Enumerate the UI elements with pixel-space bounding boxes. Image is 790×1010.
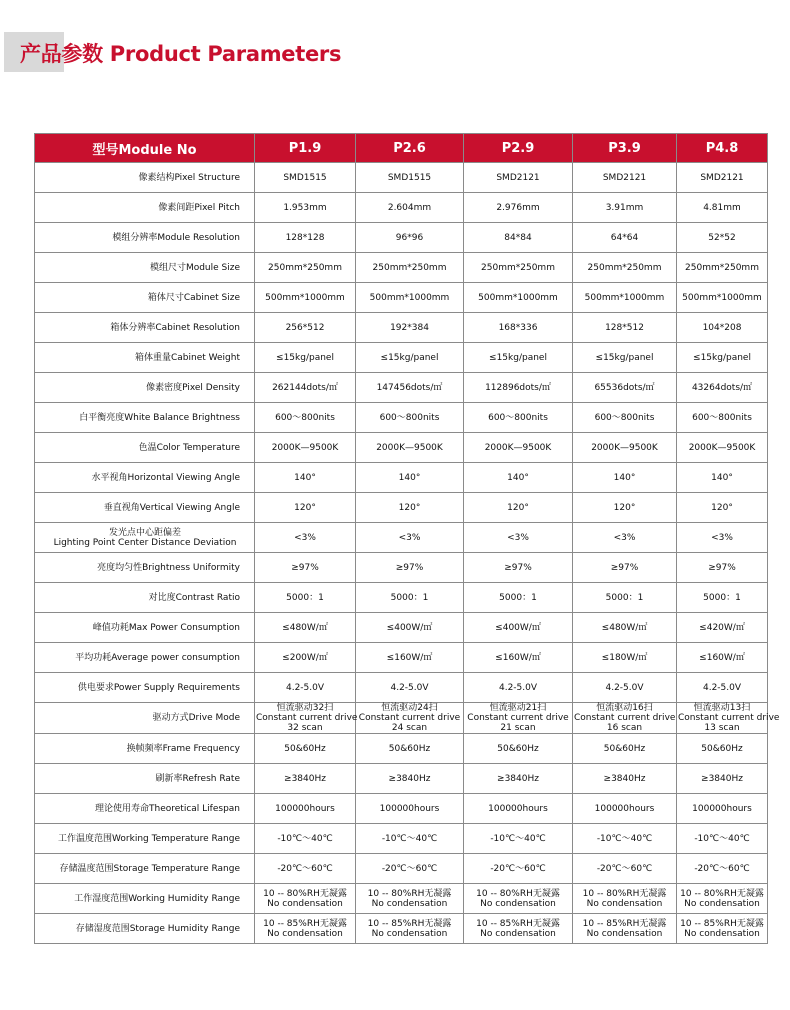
- cell-value: 262144dots/㎡: [255, 373, 356, 403]
- header-model: P2.6: [356, 134, 464, 163]
- row-label: 色温Color Temperature: [35, 433, 255, 463]
- cell-value: 128*128: [255, 223, 356, 253]
- cell-value: 96*96: [356, 223, 464, 253]
- row-label: 像素结构Pixel Structure: [35, 163, 255, 193]
- cell-value: 140°: [255, 463, 356, 493]
- cell-value-line: 10 -- 80%RH无凝露: [680, 888, 764, 899]
- cell-value: 2000K—9500K: [464, 433, 573, 463]
- cell-value-line: 10 -- 80%RH无凝露: [582, 888, 667, 899]
- table-row: [35, 463, 768, 493]
- row-label: 箱体尺寸Cabinet Size: [35, 283, 255, 313]
- row-label: 箱体分辨率Cabinet Resolution: [35, 313, 255, 343]
- row-label: 存储湿度范围Storage Humidity Range: [35, 914, 255, 944]
- row-label: 垂直视角Vertical Viewing Angle: [35, 493, 255, 523]
- cell-value: -20℃～60℃: [255, 854, 356, 884]
- cell-value: 120°: [464, 493, 573, 523]
- cell-value: 100000hours: [356, 794, 464, 824]
- cell-value: 5000：1: [255, 583, 356, 613]
- table-row: [35, 734, 768, 764]
- cell-value: 600～800nits: [677, 403, 768, 433]
- cell-value: ≤15kg/panel: [255, 343, 356, 373]
- cell-value-line: No condensation: [267, 898, 343, 909]
- cell-value: -10℃～40℃: [677, 824, 768, 854]
- row-label-line: Lighting Point Center Distance Deviation: [53, 537, 237, 548]
- table-row: [35, 884, 768, 914]
- row-label: 工作温度范围Working Temperature Range: [35, 824, 255, 854]
- cell-value: SMD2121: [677, 163, 768, 193]
- row-label: [35, 523, 255, 553]
- cell-value: 50&60Hz: [356, 734, 464, 764]
- cell-value: 500mm*1000mm: [356, 283, 464, 313]
- cell-value: ≥97%: [677, 553, 768, 583]
- header-model: P1.9: [255, 134, 356, 163]
- row-label: 亮度均匀性Brightness Uniformity: [35, 553, 255, 583]
- cell-value-line: Constant current drive: [467, 713, 569, 723]
- table-row: [35, 403, 768, 433]
- header-model: P4.8: [677, 134, 768, 163]
- cell-value: ≥3840Hz: [573, 764, 677, 794]
- header-model: P3.9: [573, 134, 677, 163]
- cell-value: ≤400W/㎡: [356, 613, 464, 643]
- row-label: 对比度Contrast Ratio: [35, 583, 255, 613]
- cell-value: [464, 884, 573, 914]
- cell-value: 250mm*250mm: [573, 253, 677, 283]
- cell-value: 50&60Hz: [573, 734, 677, 764]
- cell-value: [255, 703, 356, 734]
- table-row: [35, 313, 768, 343]
- cell-value: ≥3840Hz: [356, 764, 464, 794]
- cell-value: ≥3840Hz: [677, 764, 768, 794]
- table-row: [35, 373, 768, 403]
- cell-value: 100000hours: [677, 794, 768, 824]
- cell-value: SMD2121: [573, 163, 677, 193]
- cell-value-line: No condensation: [480, 928, 556, 939]
- cell-value: [677, 703, 780, 734]
- header-label: 型号Module No: [35, 134, 255, 163]
- cell-value: 100000hours: [573, 794, 677, 824]
- cell-value: 5000：1: [356, 583, 464, 613]
- cell-value: <3%: [356, 523, 464, 553]
- cell-value-line: 13 scan: [704, 723, 740, 733]
- cell-value: 140°: [677, 463, 768, 493]
- row-label: 换帧频率Frame Frequency: [35, 734, 255, 764]
- cell-value-line: 10 -- 80%RH无凝露: [367, 888, 452, 899]
- cell-value: 5000：1: [464, 583, 573, 613]
- cell-value: 3.91mm: [573, 193, 677, 223]
- cell-value: 120°: [573, 493, 677, 523]
- cell-value-line: 10 -- 80%RH无凝露: [476, 888, 560, 899]
- row-label: 白平衡亮度White Balance Brightness: [35, 403, 255, 433]
- cell-value: 600～800nits: [464, 403, 573, 433]
- cell-value-line: Constant current drive: [574, 713, 676, 723]
- cell-value-line: 恒流驱动16扫: [596, 703, 653, 713]
- row-label: 像素密度Pixel Density: [35, 373, 255, 403]
- cell-value-line: No condensation: [480, 898, 556, 909]
- cell-value: 500mm*1000mm: [464, 283, 573, 313]
- cell-value-line: 21 scan: [500, 723, 536, 733]
- cell-value: 500mm*1000mm: [255, 283, 356, 313]
- cell-value: [255, 884, 356, 914]
- cell-value: [573, 703, 677, 734]
- cell-value: 4.2-5.0V: [464, 673, 573, 703]
- cell-value: 4.2-5.0V: [356, 673, 464, 703]
- row-label: 工作湿度范围Working Humidity Range: [35, 884, 255, 914]
- cell-value: [255, 914, 356, 944]
- cell-value: 50&60Hz: [677, 734, 768, 764]
- cell-value-line: 10 -- 80%RH无凝露: [263, 888, 347, 899]
- cell-value: 5000：1: [677, 583, 768, 613]
- cell-value: 43264dots/㎡: [677, 373, 768, 403]
- table-row: [35, 283, 768, 313]
- cell-value: SMD1515: [255, 163, 356, 193]
- cell-value-line: No condensation: [684, 898, 760, 909]
- cell-value: 100000hours: [464, 794, 573, 824]
- cell-value-line: Constant current drive: [256, 713, 358, 723]
- cell-value: ≤160W/㎡: [464, 643, 573, 673]
- cell-value: <3%: [677, 523, 768, 553]
- page-title: 产品参数 Product Parameters: [20, 42, 342, 66]
- cell-value: <3%: [255, 523, 356, 553]
- table-row: [35, 493, 768, 523]
- cell-value-line: 32 scan: [287, 723, 323, 733]
- table-row: [35, 343, 768, 373]
- table-row: [35, 824, 768, 854]
- cell-value: 104*208: [677, 313, 768, 343]
- table-row: [35, 193, 768, 223]
- cell-value: [573, 914, 677, 944]
- cell-value: -10℃～40℃: [464, 824, 573, 854]
- cell-value: 140°: [464, 463, 573, 493]
- cell-value-line: 10 -- 85%RH无凝露: [582, 918, 667, 929]
- cell-value: ≤400W/㎡: [464, 613, 573, 643]
- cell-value: 4.2-5.0V: [255, 673, 356, 703]
- table-row: [35, 253, 768, 283]
- cell-value: 64*64: [573, 223, 677, 253]
- cell-value: 52*52: [677, 223, 768, 253]
- cell-value: <3%: [573, 523, 677, 553]
- table-row: [35, 794, 768, 824]
- cell-value: ≥97%: [464, 553, 573, 583]
- table-row: [35, 553, 768, 583]
- row-label: 刷新率Refresh Rate: [35, 764, 255, 794]
- cell-value: <3%: [464, 523, 573, 553]
- cell-value: 120°: [677, 493, 768, 523]
- table-row: [35, 673, 768, 703]
- cell-value-line: No condensation: [684, 928, 760, 939]
- cell-value: 4.2-5.0V: [677, 673, 768, 703]
- table-header-row: [35, 134, 768, 163]
- cell-value-line: No condensation: [586, 898, 663, 909]
- cell-value: ≤180W/㎡: [573, 643, 677, 673]
- cell-value: 2000K—9500K: [573, 433, 677, 463]
- row-label: 峰值功耗Max Power Consumption: [35, 613, 255, 643]
- cell-value-line: Constant current drive: [358, 713, 461, 723]
- row-label: 存储温度范围Storage Temperature Range: [35, 854, 255, 884]
- row-label: 模组尺寸Module Size: [35, 253, 255, 283]
- cell-value: ≥3840Hz: [255, 764, 356, 794]
- cell-value-line: 24 scan: [391, 723, 428, 733]
- cell-value: 2000K—9500K: [255, 433, 356, 463]
- cell-value-line: No condensation: [267, 928, 343, 939]
- row-label: 理论使用寿命Theoretical Lifespan: [35, 794, 255, 824]
- cell-value: [677, 884, 768, 914]
- cell-value: 84*84: [464, 223, 573, 253]
- table-row: [35, 613, 768, 643]
- cell-value: -10℃～40℃: [255, 824, 356, 854]
- table-row: [35, 914, 768, 944]
- table-row: [35, 523, 768, 553]
- cell-value: 2.604mm: [356, 193, 464, 223]
- cell-value: 128*512: [573, 313, 677, 343]
- cell-value: ≤15kg/panel: [677, 343, 768, 373]
- cell-value: ≤480W/㎡: [573, 613, 677, 643]
- cell-value: 192*384: [356, 313, 464, 343]
- cell-value: -20℃～60℃: [464, 854, 573, 884]
- cell-value: ≤15kg/panel: [573, 343, 677, 373]
- cell-value: 65536dots/㎡: [573, 373, 677, 403]
- cell-value: 600～800nits: [356, 403, 464, 433]
- cell-value-line: No condensation: [371, 928, 448, 939]
- cell-value: [356, 884, 464, 914]
- cell-value: SMD1515: [356, 163, 464, 193]
- cell-value-line: No condensation: [586, 928, 663, 939]
- table-row: [35, 643, 768, 673]
- cell-value: ≤15kg/panel: [464, 343, 573, 373]
- row-label: 箱体重量Cabinet Weight: [35, 343, 255, 373]
- cell-value: SMD2121: [464, 163, 573, 193]
- row-label: 供电要求Power Supply Requirements: [35, 673, 255, 703]
- cell-value: 168*336: [464, 313, 573, 343]
- cell-value: -10℃～40℃: [356, 824, 464, 854]
- cell-value-line: 10 -- 85%RH无凝露: [367, 918, 452, 929]
- cell-value: ≤160W/㎡: [677, 643, 768, 673]
- row-label-line: 发光点中心距偏差: [108, 527, 181, 538]
- cell-value-line: 恒流驱动32扫: [276, 703, 334, 713]
- cell-value: 140°: [356, 463, 464, 493]
- cell-value: 2000K—9500K: [677, 433, 768, 463]
- cell-value: 50&60Hz: [464, 734, 573, 764]
- cell-value-line: 10 -- 85%RH无凝露: [680, 918, 764, 929]
- cell-value: 120°: [356, 493, 464, 523]
- table-row: [35, 223, 768, 253]
- row-label: 驱动方式Drive Mode: [35, 703, 255, 734]
- cell-value: 250mm*250mm: [255, 253, 356, 283]
- cell-value: -20℃～60℃: [356, 854, 464, 884]
- cell-value: 600～800nits: [573, 403, 677, 433]
- cell-value: 600～800nits: [255, 403, 356, 433]
- cell-value: ≤200W/㎡: [255, 643, 356, 673]
- cell-value: 5000：1: [573, 583, 677, 613]
- cell-value-line: 16 scan: [606, 723, 643, 733]
- cell-value: 112896dots/㎡: [464, 373, 573, 403]
- cell-value: [464, 703, 573, 734]
- table-row: [35, 163, 768, 193]
- cell-value: [356, 914, 464, 944]
- table-row: [35, 764, 768, 794]
- cell-value-line: 恒流驱动13扫: [693, 703, 751, 713]
- cell-value: [573, 884, 677, 914]
- cell-value: ≤15kg/panel: [356, 343, 464, 373]
- cell-value: 140°: [573, 463, 677, 493]
- cell-value-line: 10 -- 85%RH无凝露: [476, 918, 560, 929]
- cell-value: 250mm*250mm: [464, 253, 573, 283]
- cell-value: ≥97%: [573, 553, 677, 583]
- product-parameters-table: [34, 133, 780, 944]
- cell-value: 250mm*250mm: [677, 253, 768, 283]
- cell-value: ≥3840Hz: [464, 764, 573, 794]
- cell-value: 2000K—9500K: [356, 433, 464, 463]
- cell-value: ≤160W/㎡: [356, 643, 464, 673]
- cell-value: -20℃～60℃: [677, 854, 768, 884]
- cell-value: 256*512: [255, 313, 356, 343]
- cell-value: 100000hours: [255, 794, 356, 824]
- cell-value: -20℃～60℃: [573, 854, 677, 884]
- cell-value-line: 恒流驱动24扫: [381, 703, 438, 713]
- cell-value: 250mm*250mm: [356, 253, 464, 283]
- cell-value: 2.976mm: [464, 193, 573, 223]
- cell-value-line: 10 -- 85%RH无凝露: [263, 918, 347, 929]
- cell-value: -10℃～40℃: [573, 824, 677, 854]
- cell-value: 50&60Hz: [255, 734, 356, 764]
- cell-value: 1.953mm: [255, 193, 356, 223]
- cell-value: [677, 914, 768, 944]
- table-row: [35, 583, 768, 613]
- cell-value-line: Constant current drive: [678, 713, 780, 723]
- cell-value: 500mm*1000mm: [677, 283, 768, 313]
- cell-value: ≥97%: [255, 553, 356, 583]
- row-label: 模组分辨率Module Resolution: [35, 223, 255, 253]
- cell-value: 4.2-5.0V: [573, 673, 677, 703]
- table-row: [35, 433, 768, 463]
- table-row: [35, 854, 768, 884]
- cell-value: [356, 703, 464, 734]
- cell-value: 120°: [255, 493, 356, 523]
- cell-value: ≤420W/㎡: [677, 613, 768, 643]
- cell-value-line: No condensation: [371, 898, 448, 909]
- row-label: 像素间距Pixel Pitch: [35, 193, 255, 223]
- row-label: 平均功耗Average power consumption: [35, 643, 255, 673]
- cell-value-line: 恒流驱动21扫: [489, 703, 547, 713]
- cell-value: ≤480W/㎡: [255, 613, 356, 643]
- row-label: 水平视角Horizontal Viewing Angle: [35, 463, 255, 493]
- table-row: [35, 703, 768, 734]
- cell-value: ≥97%: [356, 553, 464, 583]
- cell-value: 4.81mm: [677, 193, 768, 223]
- cell-value: 500mm*1000mm: [573, 283, 677, 313]
- cell-value: 147456dots/㎡: [356, 373, 464, 403]
- header-model: P2.9: [464, 134, 573, 163]
- cell-value: [464, 914, 573, 944]
- table-body: [35, 163, 780, 944]
